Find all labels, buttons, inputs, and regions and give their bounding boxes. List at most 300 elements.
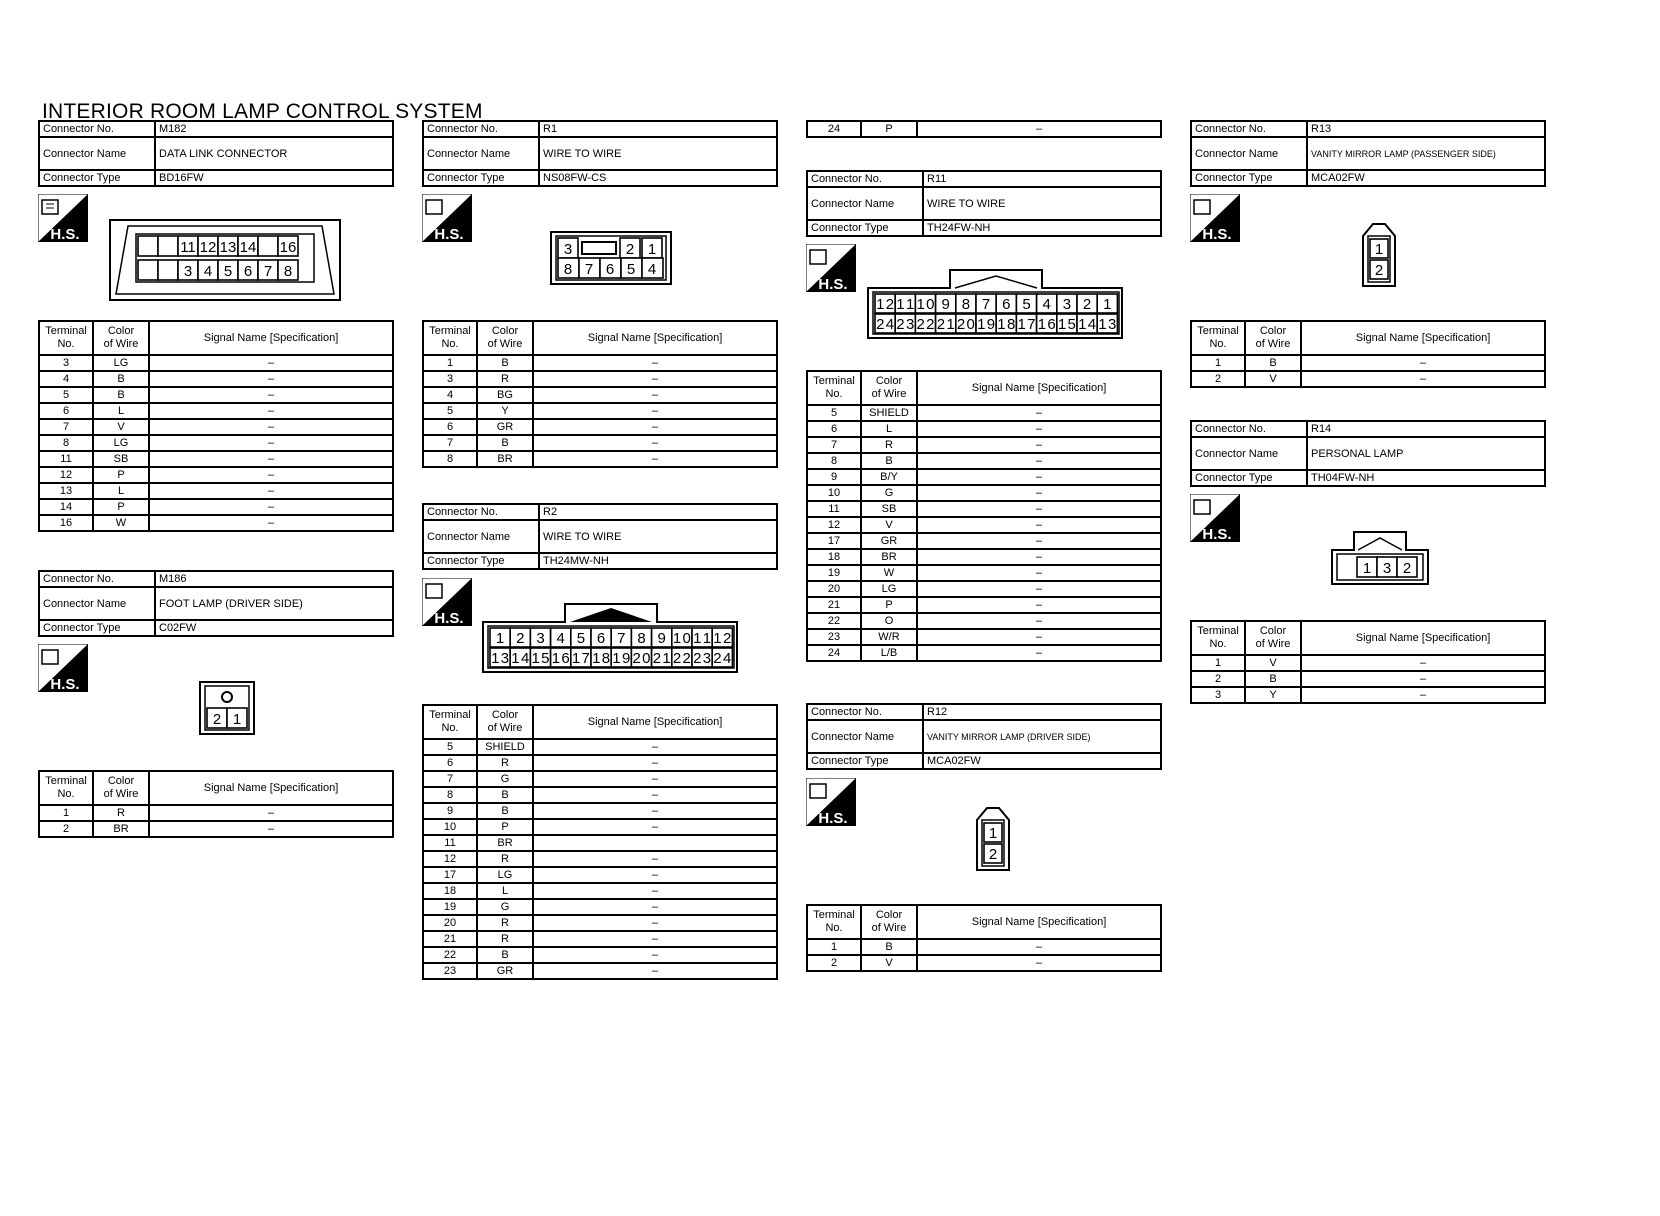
signal-name-cell: –	[149, 805, 393, 821]
connector-name-label: Connector Name	[423, 520, 539, 553]
pin-label: 1	[988, 825, 998, 842]
terminal-no-cell: 21	[423, 931, 477, 947]
terminal-table-r11-wrap	[806, 370, 1162, 662]
connector-type-value: C02FW	[155, 620, 393, 636]
wire-color-cell: L	[861, 421, 917, 437]
connector-type-label: Connector Type	[807, 220, 923, 236]
pin-label: 1	[1362, 560, 1372, 577]
table-row	[807, 437, 1161, 453]
pin-label: 14	[1078, 316, 1097, 333]
signal-name-cell: –	[917, 453, 1161, 469]
terminal-no-cell: 4	[39, 371, 93, 387]
terminal-no-header: Terminal No.	[423, 321, 477, 355]
hs-icon	[1190, 194, 1240, 242]
connector-no-value: R12	[923, 704, 1161, 720]
m182-pins-bottom	[138, 260, 298, 280]
terminal-no-cell: 1	[1191, 355, 1245, 371]
signal-name-cell: –	[533, 403, 777, 419]
terminal-table-m186	[38, 770, 394, 838]
table-row	[423, 771, 777, 787]
wire-color-cell: G	[861, 485, 917, 501]
terminal-table-r2-wrap	[422, 704, 778, 980]
wire-color-cell: B	[861, 939, 917, 955]
table-row	[423, 931, 777, 947]
table-row	[423, 403, 777, 419]
connector-name-value: PERSONAL LAMP	[1307, 437, 1545, 470]
terminal-no-cell: 1	[39, 805, 93, 821]
connector-no-value: R11	[923, 171, 1161, 187]
connector-name-value: DATA LINK CONNECTOR	[155, 137, 393, 170]
wire-color-cell: BR	[477, 835, 533, 851]
pin-label: 4	[203, 263, 213, 280]
terminal-no-cell: 18	[807, 549, 861, 565]
wire-color-cell: LG	[93, 355, 149, 371]
signal-name-cell: –	[149, 403, 393, 419]
pin-label: 24	[876, 316, 895, 333]
connector-name-value: VANITY MIRROR LAMP (DRIVER SIDE)	[923, 720, 1161, 753]
pin-label: 1	[1374, 241, 1384, 258]
signal-name-cell: –	[533, 851, 777, 867]
pin-label: 3	[1382, 560, 1392, 577]
table-row	[807, 121, 1161, 137]
wire-color-cell: BR	[93, 821, 149, 837]
signal-name-cell: –	[917, 629, 1161, 645]
terminal-no-cell: 9	[807, 469, 861, 485]
connector-info-r13-wrap	[1190, 120, 1546, 187]
table-row	[807, 533, 1161, 549]
table-row	[423, 387, 777, 403]
wire-color-cell: LG	[861, 581, 917, 597]
terminal-no-cell: 1	[423, 355, 477, 371]
pin-label: 12	[713, 630, 732, 647]
connector-info-r14	[1190, 420, 1546, 487]
pin-label: 9	[657, 630, 666, 647]
pin-label: 15	[531, 650, 550, 667]
pin-label: 6	[596, 630, 606, 647]
terminal-no-header: Terminal No.	[1191, 321, 1245, 355]
pin-label: 3	[183, 263, 193, 280]
wire-color-cell: B	[477, 787, 533, 803]
connector-no-label: Connector No.	[1191, 421, 1307, 437]
hs-icon	[38, 644, 88, 692]
pin-label: 22	[672, 650, 691, 667]
wire-color-cell: G	[477, 899, 533, 915]
pin-label: 14	[511, 650, 530, 667]
table-row	[39, 515, 393, 531]
connector-no-label: Connector No.	[423, 504, 539, 520]
pin-label: 5	[576, 630, 586, 647]
pin-label: 16	[279, 239, 297, 256]
table-row	[423, 947, 777, 963]
connector-no-value: R13	[1307, 121, 1545, 137]
m182-pins-top	[138, 236, 298, 256]
signal-name-header: Signal Name [Specification]	[917, 371, 1161, 405]
connector-info-r12	[806, 703, 1162, 770]
connector-no-label: Connector No.	[807, 704, 923, 720]
terminal-no-cell: 14	[39, 499, 93, 515]
table-row	[807, 405, 1161, 421]
pin-label: 2	[212, 711, 222, 728]
terminal-no-cell: 11	[423, 835, 477, 851]
table-row	[1191, 371, 1545, 387]
signal-name-cell: –	[917, 955, 1161, 971]
signal-name-cell: –	[917, 597, 1161, 613]
connector-diagram-r2	[481, 602, 741, 674]
terminal-table-r12	[806, 904, 1162, 972]
terminal-table-r13	[1190, 320, 1546, 388]
connector-no-value: R2	[539, 504, 777, 520]
table-row	[423, 451, 777, 467]
connector-type-value: TH24MW-NH	[539, 553, 777, 569]
pin-label: 9	[941, 296, 950, 313]
hs-label: H.S.	[434, 610, 464, 626]
table-row	[39, 403, 393, 419]
terminal-no-cell: 11	[807, 501, 861, 517]
terminal-no-cell: 6	[423, 419, 477, 435]
pin-label: 20	[632, 650, 651, 667]
pin-label: 8	[637, 630, 646, 647]
signal-name-cell: –	[533, 387, 777, 403]
pin-label: 10	[672, 630, 691, 647]
wire-color-cell: B	[93, 387, 149, 403]
terminal-no-cell: 24	[807, 645, 861, 661]
signal-name-cell: –	[149, 419, 393, 435]
wire-color-cell: P	[861, 121, 917, 137]
terminal-no-cell: 2	[807, 955, 861, 971]
pin-label: 16	[1037, 316, 1056, 333]
wire-color-cell: W	[93, 515, 149, 531]
signal-name-cell: –	[533, 915, 777, 931]
connector-type-value: TH04FW-NH	[1307, 470, 1545, 486]
wire-color-cell: R	[477, 371, 533, 387]
wire-color-cell: V	[861, 955, 917, 971]
connector-no-label: Connector No.	[1191, 121, 1307, 137]
wire-color-cell: V	[861, 517, 917, 533]
connector-type-value: MCA02FW	[1307, 170, 1545, 186]
signal-name-cell: –	[533, 739, 777, 755]
wire-color-cell: BG	[477, 387, 533, 403]
wire-color-cell: P	[93, 467, 149, 483]
table-row	[423, 819, 777, 835]
hs-icon	[1190, 494, 1240, 542]
connector-type-label: Connector Type	[423, 170, 539, 186]
signal-name-cell: –	[917, 437, 1161, 453]
wire-color-cell: V	[1245, 655, 1301, 671]
table-row	[807, 453, 1161, 469]
color-of-wire-header: Color of Wire	[477, 321, 533, 355]
table-row	[423, 963, 777, 979]
signal-name-cell: –	[533, 419, 777, 435]
wire-color-cell: W/R	[861, 629, 917, 645]
wire-color-cell: SHIELD	[861, 405, 917, 421]
connector-info-r1	[422, 120, 778, 187]
pin-label: 7	[981, 296, 991, 313]
table-row	[39, 821, 393, 837]
pin-label: 6	[605, 261, 615, 278]
table-row	[39, 805, 393, 821]
wire-color-cell: SHIELD	[477, 739, 533, 755]
color-of-wire-header: Color of Wire	[93, 321, 149, 355]
connector-name-value: WIRE TO WIRE	[539, 520, 777, 553]
terminal-no-cell: 8	[39, 435, 93, 451]
terminal-no-cell: 5	[39, 387, 93, 403]
connector-diagram-m186	[198, 680, 256, 736]
terminal-no-cell: 5	[807, 405, 861, 421]
signal-name-cell: –	[533, 867, 777, 883]
connector-diagram-r14	[1330, 530, 1430, 586]
connector-name-value: WIRE TO WIRE	[923, 187, 1161, 220]
terminal-no-cell: 16	[39, 515, 93, 531]
wire-color-cell: V	[1245, 371, 1301, 387]
table-row	[39, 387, 393, 403]
connector-type-label: Connector Type	[39, 620, 155, 636]
pin-label: 13	[491, 650, 510, 667]
table-row	[39, 451, 393, 467]
hs-label: H.S.	[434, 226, 464, 242]
table-row	[39, 435, 393, 451]
terminal-no-cell: 7	[423, 435, 477, 451]
table-row	[39, 355, 393, 371]
terminal-table-r1-wrap	[422, 320, 778, 468]
wire-color-cell: L	[477, 883, 533, 899]
terminal-no-cell: 7	[39, 419, 93, 435]
pin-label: 12	[199, 239, 217, 256]
connector-type-label: Connector Type	[1191, 470, 1307, 486]
terminal-no-cell: 19	[423, 899, 477, 915]
terminal-no-cell: 21	[807, 597, 861, 613]
pin-label: 17	[1017, 316, 1036, 333]
pin-label: 17	[571, 650, 590, 667]
table-row	[807, 939, 1161, 955]
pin-label: 21	[652, 650, 671, 667]
wire-color-cell: Y	[477, 403, 533, 419]
terminal-no-cell: 22	[423, 947, 477, 963]
terminal-no-cell: 12	[423, 851, 477, 867]
color-of-wire-header: Color of Wire	[861, 371, 917, 405]
pin-label: 4	[647, 261, 657, 278]
wire-color-cell: GR	[477, 963, 533, 979]
connector-no-label: Connector No.	[39, 121, 155, 137]
terminal-no-cell: 11	[39, 451, 93, 467]
pin-label: 13	[1098, 316, 1117, 333]
connector-info-m186	[38, 570, 394, 637]
wire-color-cell: B	[1245, 671, 1301, 687]
terminal-table-r2	[422, 704, 778, 980]
terminal-no-cell: 7	[807, 437, 861, 453]
signal-name-cell: –	[533, 947, 777, 963]
color-of-wire-header: Color of Wire	[477, 705, 533, 739]
color-of-wire-header: Color of Wire	[861, 905, 917, 939]
pin-label: 18	[592, 650, 611, 667]
hs-icon	[38, 194, 88, 242]
signal-name-cell: –	[533, 931, 777, 947]
hs-label: H.S.	[1202, 526, 1232, 542]
table-row	[807, 421, 1161, 437]
terminal-table-r2-continued	[806, 120, 1162, 138]
signal-name-cell: –	[1301, 371, 1545, 387]
table-row	[39, 483, 393, 499]
signal-name-cell: –	[917, 485, 1161, 501]
pin-label: 23	[693, 650, 712, 667]
pin-label: 7	[263, 263, 273, 280]
pin-label: 7	[617, 630, 626, 647]
hs-icon	[806, 244, 856, 292]
pin-label: 8	[961, 296, 971, 313]
terminal-table-r14	[1190, 620, 1546, 704]
table-row	[39, 467, 393, 483]
page-title: INTERIOR ROOM LAMP CONTROL SYSTEM	[42, 100, 483, 123]
signal-name-cell: –	[533, 771, 777, 787]
terminal-no-header: Terminal No.	[39, 321, 93, 355]
terminal-no-cell: 7	[423, 771, 477, 787]
terminal-no-cell: 20	[807, 581, 861, 597]
wire-color-cell: L	[93, 483, 149, 499]
table-row	[39, 419, 393, 435]
pin-label: 11	[180, 239, 196, 256]
terminal-table-r13-wrap	[1190, 320, 1546, 388]
signal-name-cell: –	[917, 581, 1161, 597]
table-row	[423, 835, 777, 851]
pin-label: 1	[1103, 296, 1112, 313]
connector-type-value: MCA02FW	[923, 753, 1161, 769]
pin-label: 2	[516, 630, 525, 647]
signal-name-cell: –	[533, 883, 777, 899]
pin-label: 14	[239, 239, 257, 256]
signal-name-header: Signal Name [Specification]	[1301, 621, 1545, 655]
signal-name-cell: –	[917, 565, 1161, 581]
terminal-no-cell: 8	[423, 787, 477, 803]
wire-color-cell: BR	[477, 451, 533, 467]
hs-icon	[422, 194, 472, 242]
pin-label: 8	[563, 261, 573, 278]
pin-label: 16	[551, 650, 570, 667]
wire-color-cell: R	[477, 755, 533, 771]
table-row	[807, 517, 1161, 533]
table-row	[807, 597, 1161, 613]
connector-no-value: M182	[155, 121, 393, 137]
terminal-no-cell: 3	[1191, 687, 1245, 703]
pin-label: 8	[283, 263, 293, 280]
table-row	[807, 955, 1161, 971]
table-row	[423, 435, 777, 451]
table-row	[423, 883, 777, 899]
wire-color-cell: R	[477, 931, 533, 947]
signal-name-cell: –	[149, 499, 393, 515]
wire-color-cell: B	[477, 355, 533, 371]
connector-name-value: VANITY MIRROR LAMP (PASSENGER SIDE)	[1307, 137, 1545, 170]
terminal-no-cell: 12	[39, 467, 93, 483]
terminal-no-cell: 8	[423, 451, 477, 467]
table-row	[423, 851, 777, 867]
connector-type-value: BD16FW	[155, 170, 393, 186]
pin-label: 24	[713, 650, 732, 667]
wire-color-cell: R	[477, 915, 533, 931]
terminal-no-cell: 10	[807, 485, 861, 501]
signal-name-header: Signal Name [Specification]	[533, 321, 777, 355]
signal-name-header: Signal Name [Specification]	[149, 321, 393, 355]
connector-info-r14-wrap	[1190, 420, 1546, 487]
terminal-no-cell: 3	[423, 371, 477, 387]
pin-label: 1	[495, 630, 505, 647]
table-row	[807, 469, 1161, 485]
r2-pins	[490, 628, 732, 667]
connector-info-r1-wrap	[422, 120, 778, 187]
hs-icon	[422, 578, 472, 626]
connector-info-r11	[806, 170, 1162, 237]
pin-label: 12	[876, 296, 895, 313]
pin-label: 2	[1374, 262, 1384, 279]
column-1	[38, 120, 394, 187]
wire-color-cell: P	[477, 819, 533, 835]
hs-label: H.S.	[1202, 226, 1232, 242]
pin-label: 3	[563, 241, 573, 258]
terminal-table-r14-wrap	[1190, 620, 1546, 704]
wire-color-cell: G	[477, 771, 533, 787]
terminal-table-r12-wrap	[806, 904, 1162, 972]
color-of-wire-header: Color of Wire	[1245, 321, 1301, 355]
signal-name-cell: –	[533, 819, 777, 835]
wire-color-cell: GR	[477, 419, 533, 435]
table-row	[807, 581, 1161, 597]
pin-label: 18	[997, 316, 1016, 333]
terminal-no-cell: 13	[39, 483, 93, 499]
pin-label: 11	[896, 296, 915, 313]
pin-label: 19	[612, 650, 631, 667]
color-of-wire-header: Color of Wire	[93, 771, 149, 805]
signal-name-cell: –	[533, 371, 777, 387]
pin-label: 5	[1022, 296, 1031, 313]
wire-color-cell: L	[93, 403, 149, 419]
terminal-no-cell: 23	[807, 629, 861, 645]
table-row	[1191, 655, 1545, 671]
connector-name-label: Connector Name	[39, 137, 155, 170]
connector-no-label: Connector No.	[807, 171, 923, 187]
table-row	[423, 899, 777, 915]
connector-type-label: Connector Type	[423, 553, 539, 569]
connector-diagram-r13	[1361, 222, 1397, 288]
pin-label: 21	[936, 316, 955, 333]
table-row	[807, 645, 1161, 661]
terminal-no-cell: 1	[807, 939, 861, 955]
connector-no-value: M186	[155, 571, 393, 587]
connector-info-r12-wrap	[806, 703, 1162, 770]
connector-diagram-r12	[975, 806, 1011, 872]
connector-type-value: TH24FW-NH	[923, 220, 1161, 236]
connector-info-r2	[422, 503, 778, 570]
table-row	[807, 549, 1161, 565]
terminal-table-r2-cont-wrap	[806, 120, 1162, 138]
connector-type-label: Connector Type	[1191, 170, 1307, 186]
terminal-table-m182	[38, 320, 394, 532]
connector-type-label: Connector Type	[39, 170, 155, 186]
pin-label: 3	[1062, 296, 1072, 313]
pin-label: 23	[896, 316, 915, 333]
table-row	[39, 499, 393, 515]
signal-name-cell: –	[1301, 655, 1545, 671]
pin-label: 4	[1042, 296, 1051, 313]
signal-name-cell: –	[533, 451, 777, 467]
table-row	[423, 355, 777, 371]
wire-color-cell: B	[477, 435, 533, 451]
table-row	[807, 501, 1161, 517]
table-row	[807, 485, 1161, 501]
wire-color-cell: SB	[861, 501, 917, 517]
terminal-no-cell: 10	[423, 819, 477, 835]
color-of-wire-header: Color of Wire	[1245, 621, 1301, 655]
connector-no-label: Connector No.	[39, 571, 155, 587]
signal-name-header: Signal Name [Specification]	[1301, 321, 1545, 355]
pin-label: 2	[1082, 296, 1092, 313]
